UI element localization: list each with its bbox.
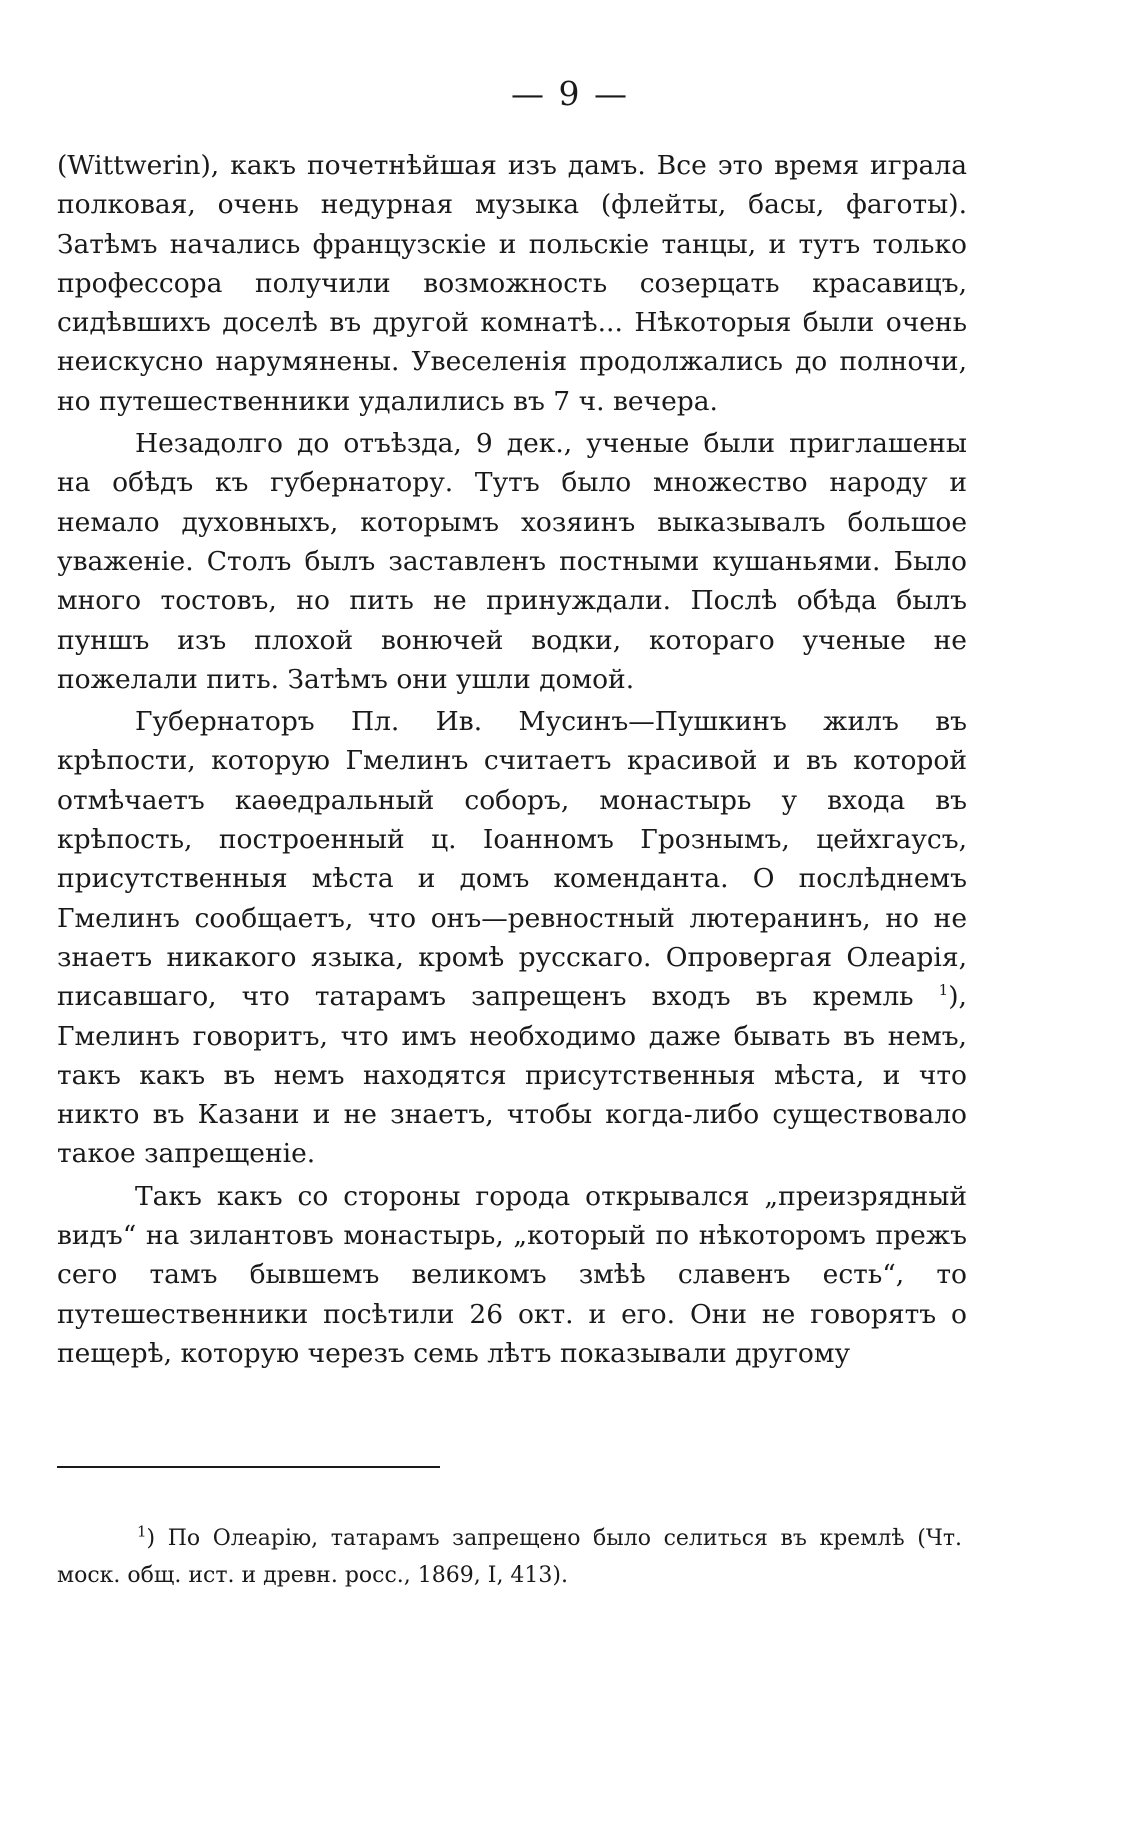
- footnote-marker: 1: [137, 1522, 147, 1541]
- paragraph-1: (Wittwerin), какъ почетнѣйшая изъ дамъ. Все это время играла полковая, очень недурная музыка (флейты, басы, фаготы). Затѣмъ начались французскіе и польскіе танцы, и тутъ только профессора получили возможность созерцать красавицъ, сидѣвшихъ доселѣ въ другой комнатѣ... Нѣкоторыя были очень неискусно нарумянены. Увеселенія продолжались до полночи, но путешественники удалились въ 7 ч. вечера.: [57, 150, 967, 417]
- paragraph-4: Такъ какъ со стороны города открывался „преизрядный видъ“ на зилантовъ монастырь, „который по нѣкоторомъ прежъ сего тамъ бывшемъ великомъ змѣѣ славенъ есть“, то путешественники посѣтили 26 окт. и его. Они не говорятъ о пещерѣ, которую черезъ семь лѣтъ показывали другому: [57, 1180, 967, 1369]
- paragraph-3-text-after-ref: ), Гмелинъ говоритъ, что имъ необходимо даже бывать въ немъ, такъ какъ въ немъ находятся присутственныя мѣста, и что никто въ Казани и не знаетъ, чтобы когда-либо существовало такое запрещеніе.: [57, 981, 967, 1170]
- paragraph-3-text-before-ref: Губернаторъ Пл. Ив. Мусинъ—Пушкинъ жилъ въ крѣпости, которую Гмелинъ считаетъ красивой и въ которой отмѣчаетъ каѳедральный соборъ, монастырь у входа въ крѣпость, построенный ц. Іоанномъ Грознымъ, цейхгаусъ, присутственныя мѣста и домъ коменданта. О послѣднемъ Гмелинъ сообщаетъ, что онъ—ревностный лютеранинъ, но не знаетъ никакого языка, кромѣ русскаго. Опровергая Олеарія, писавшаго, что татарамъ запрещенъ входъ въ кремль: [57, 706, 967, 1013]
- body-text: [57, 146, 967, 1373]
- footnote: [57, 1520, 962, 1594]
- footnote-text: ) По Олеарію, татарамъ запрещено было селиться въ кремлѣ (Чт. моск. общ. ист. и древн. росс., 1869, I, 413).: [57, 1526, 962, 1588]
- paragraph-3: [57, 702, 967, 1174]
- footnote-reference: 1: [938, 981, 949, 1000]
- page-number: — 9 —: [511, 74, 629, 113]
- paragraph-2: Незадолго до отъѣзда, 9 дек., ученые были приглашены на обѣдъ къ губернатору. Тутъ было множество народу и немало духовныхъ, которымъ хозяинъ выказывалъ большое уваженіе. Столъ былъ заставленъ постными кушаньями. Было много тостовъ, но пить не принуждали. Послѣ обѣда былъ пуншъ изъ плохой вонючей водки, котораго ученые не пожелали пить. Затѣмъ они ушли домой.: [57, 428, 967, 695]
- footnote-divider: [57, 1466, 440, 1468]
